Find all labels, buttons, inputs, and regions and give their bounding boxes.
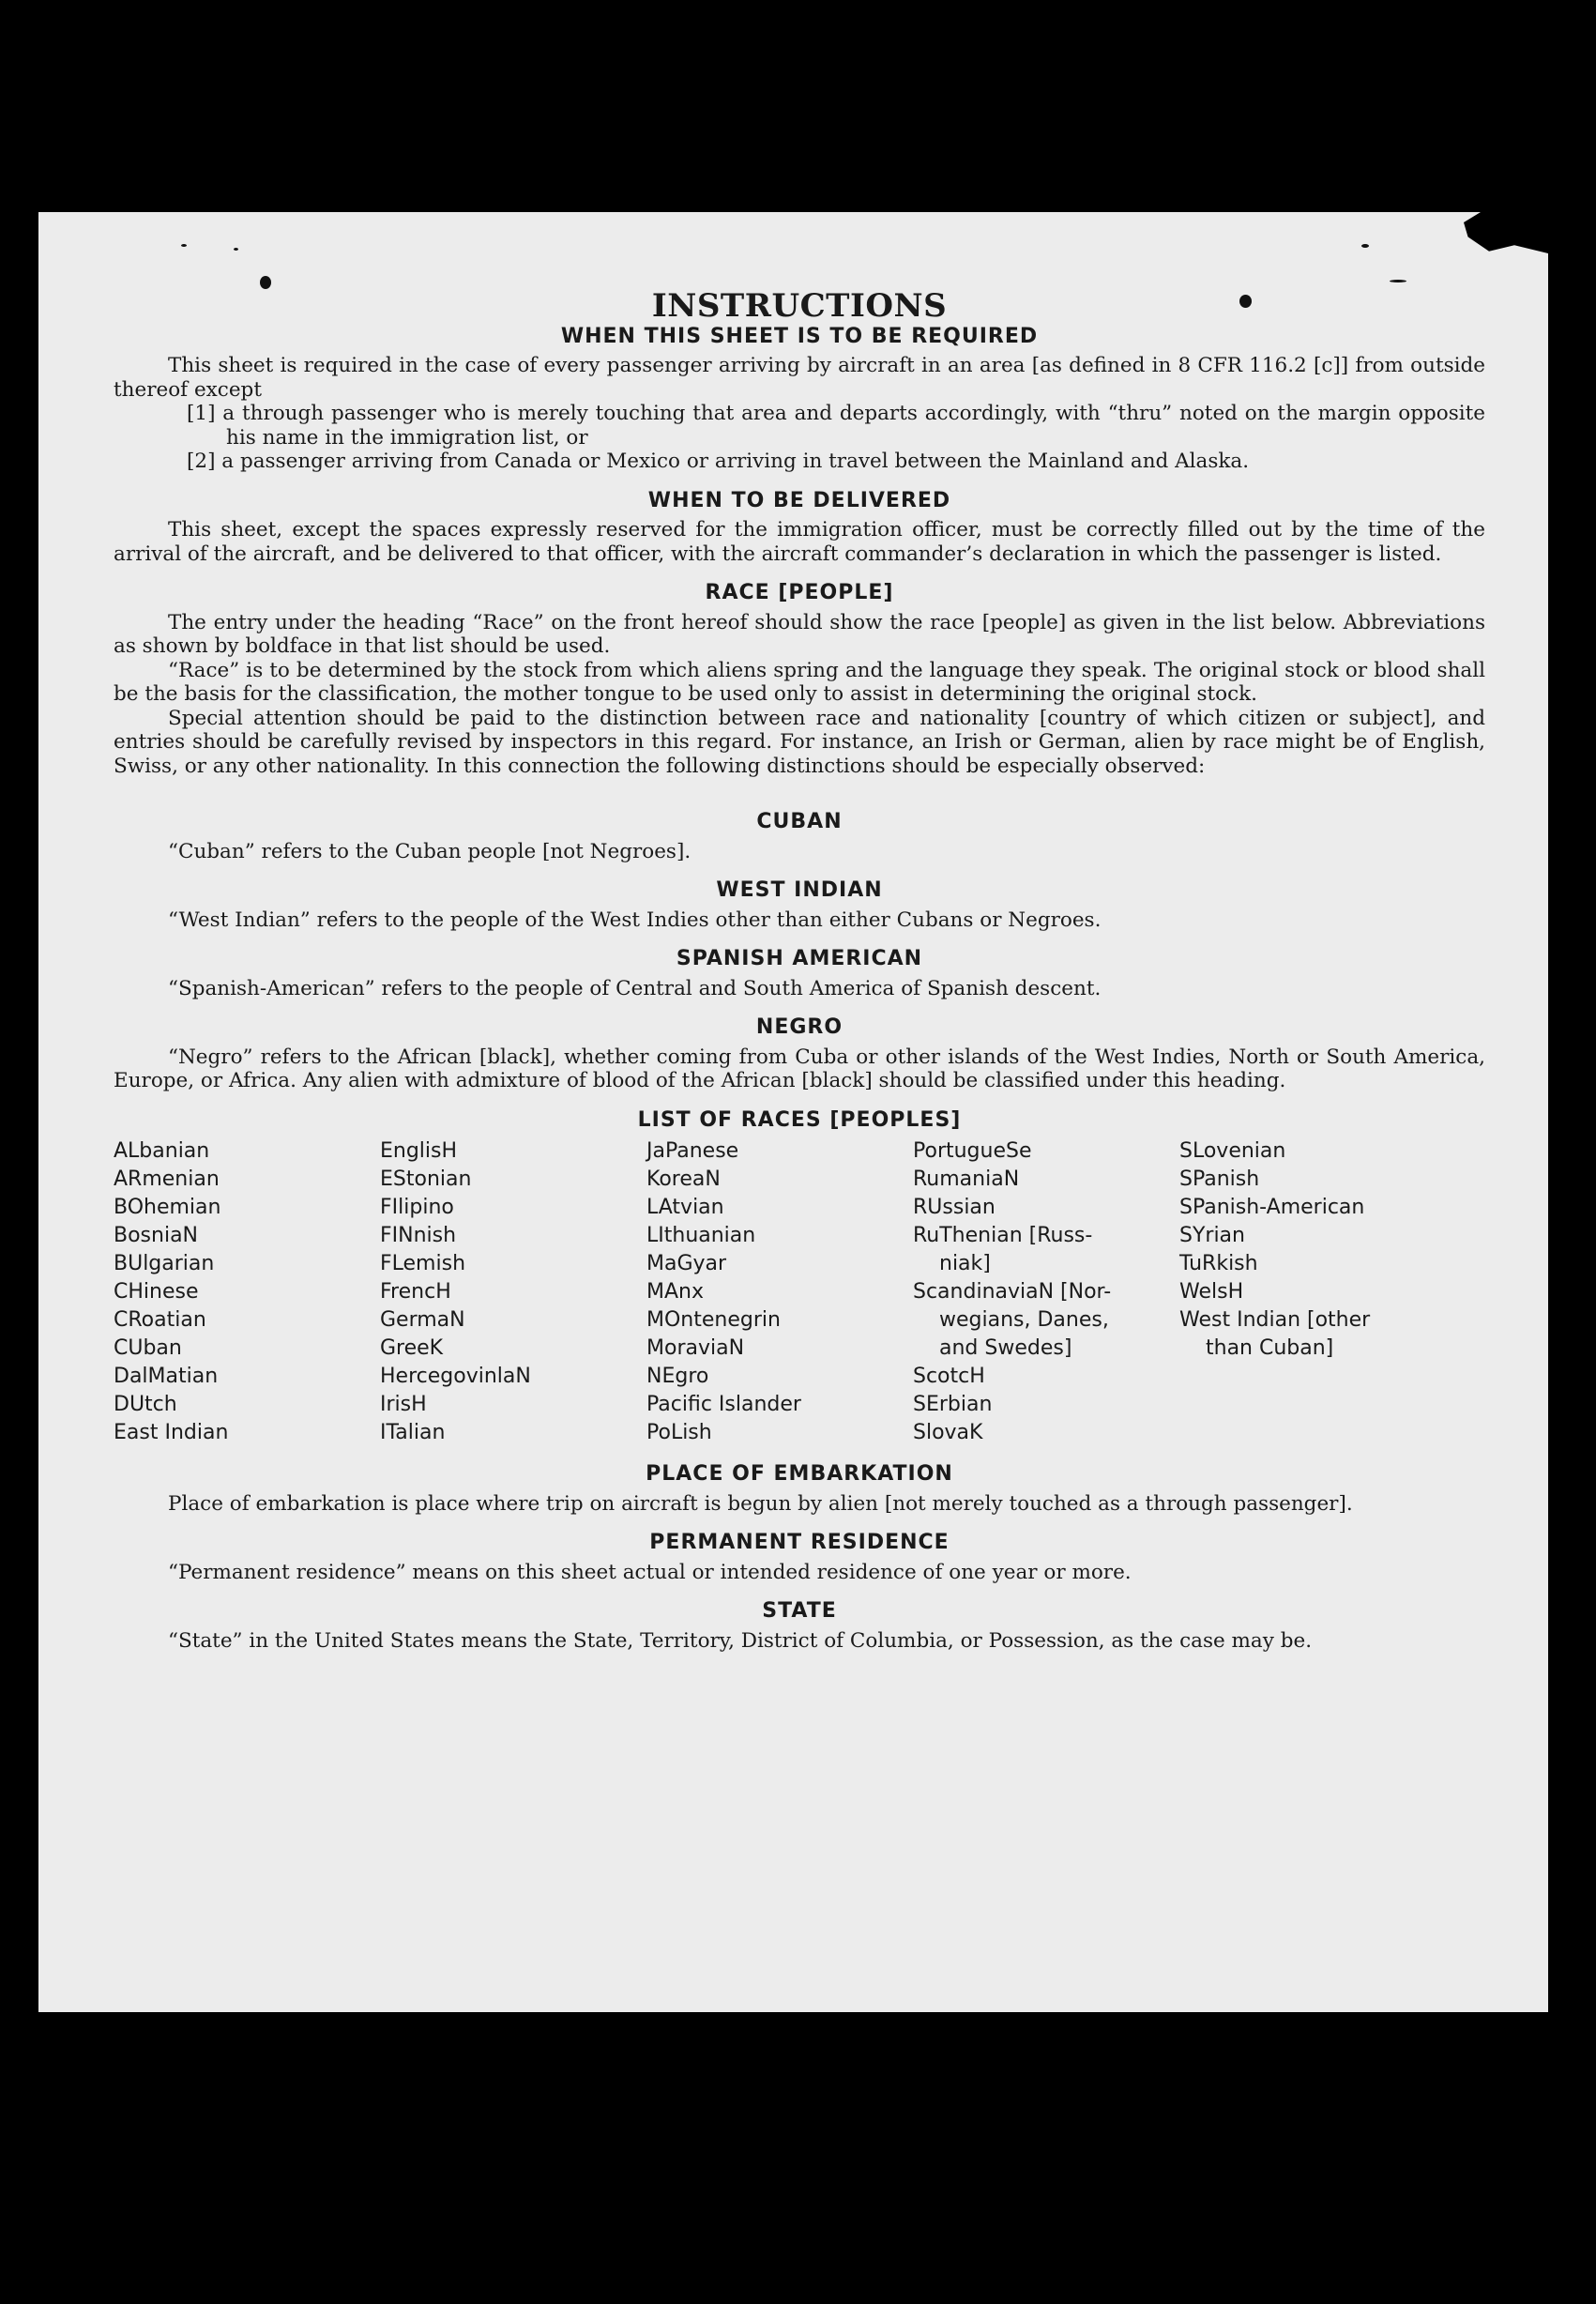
required-item-2: [2] a passenger arriving from Canada or Mexico or arriving in travel between the Mainland and Alaska.	[187, 450, 1250, 473]
race-item: Pacific Islander	[646, 1393, 801, 1416]
race-paragraph-2: “Race” is to be determined by the stock from which aliens spring and the language they speak. The original stock or blood shall be the basis for the classification, the mother tongue to be used only to assist in determining the original stock.	[114, 658, 1485, 706]
race-item: LIthuanian	[646, 1224, 756, 1247]
race-column-1	[114, 1137, 380, 1447]
race-item: BOhemian	[114, 1196, 221, 1219]
race-item: PoLish	[646, 1421, 712, 1444]
race-item: BosniaN	[114, 1224, 199, 1247]
race-item: West Indian [other	[1179, 1308, 1371, 1332]
race-column-4	[913, 1137, 1179, 1447]
race-item: IrisH	[380, 1393, 427, 1416]
race-item: and Swedes]	[939, 1336, 1072, 1360]
race-item: KoreaN	[646, 1167, 721, 1191]
ink-speck	[234, 248, 238, 251]
spanish-american-text: “Spanish-American” refers to the people of Central and South America of Spanish descent.	[168, 976, 1102, 1000]
ink-speck	[181, 244, 187, 247]
race-item: MOntenegrin	[646, 1308, 781, 1332]
race-item: GreeK	[380, 1336, 444, 1360]
race-item: RumaniaN	[913, 1167, 1020, 1191]
race-item: FLemish	[380, 1252, 466, 1275]
race-item: BUlgarian	[114, 1252, 215, 1275]
instructions-content	[114, 287, 1485, 1653]
race-item: MAnx	[646, 1280, 704, 1304]
heading-state: STATE	[762, 1599, 837, 1623]
race-list	[114, 1137, 1485, 1447]
heading-when-delivered: WHEN TO BE DELIVERED	[647, 488, 951, 512]
state-text: “State” in the United States means the State, Territory, District of Columbia, or Possession, as the case may be.	[168, 1628, 1313, 1653]
race-item: ITalian	[380, 1421, 446, 1444]
cuban-text: “Cuban” refers to the Cuban people [not Negroes].	[168, 839, 692, 863]
race-item: EStonian	[380, 1167, 472, 1191]
race-item: MaGyar	[646, 1252, 727, 1275]
race-item: NEgro	[646, 1365, 709, 1388]
race-paragraph-3: Special attention should be paid to the distinction between race and nationality [country of which citizen or subject], and entries should be carefully revised by inspectors in this regard. For instance, an Irish or German, alien by race might be of English, Swiss, or any other nationality. In this connection the following distinctions should be especially observed:	[114, 706, 1485, 778]
delivered-text: This sheet, except the spaces expressly reserved for the immigration officer, must be correctly filled out by the time of the arrival of the aircraft, and be delivered to that officer, with the aircraft commander’s declaration in which the passenger is listed.	[114, 518, 1485, 566]
ink-speck	[260, 276, 271, 289]
race-item: CRoatian	[114, 1308, 206, 1332]
race-item: ARmenian	[114, 1167, 220, 1191]
ink-speck	[1390, 280, 1406, 282]
heading-when-required: WHEN THIS SHEET IS TO BE REQUIRED	[560, 324, 1039, 348]
race-column-5	[1179, 1137, 1461, 1447]
race-item: ScotcH	[913, 1365, 985, 1388]
race-item: WelsH	[1179, 1280, 1244, 1304]
heading-spanish-american: SPANISH AMERICAN	[676, 947, 923, 970]
torn-corner	[1464, 212, 1548, 253]
race-item: CHinese	[114, 1280, 199, 1304]
race-item: SlovaK	[913, 1421, 983, 1444]
race-item: MoraviaN	[646, 1336, 745, 1360]
race-item: RUssian	[913, 1196, 996, 1219]
heading-place-of-embarkation: PLACE OF EMBARKATION	[646, 1462, 953, 1486]
race-item: CUban	[114, 1336, 182, 1360]
residence-text: “Permanent residence” means on this sheet actual or intended residence of one year or more.	[168, 1560, 1132, 1584]
race-item: SErbian	[913, 1393, 993, 1416]
race-item: than Cuban]	[1206, 1336, 1334, 1360]
race-item: SYrian	[1179, 1224, 1245, 1247]
heading-west-indian: WEST INDIAN	[716, 878, 883, 902]
race-item: wegians, Danes,	[939, 1308, 1109, 1332]
document-page	[38, 212, 1548, 2012]
race-item: EnglisH	[380, 1139, 458, 1163]
race-column-3	[646, 1137, 913, 1447]
race-item: SPanish	[1179, 1167, 1260, 1191]
race-item: SLovenian	[1179, 1139, 1286, 1163]
heading-negro: NEGRO	[755, 1015, 844, 1039]
race-item: FIlipino	[380, 1196, 454, 1219]
race-column-2	[380, 1137, 646, 1447]
page-title: INSTRUCTIONS	[651, 287, 948, 325]
race-item: LAtvian	[646, 1196, 724, 1219]
heading-cuban: CUBAN	[756, 810, 843, 833]
race-item: DUtch	[114, 1393, 177, 1416]
heading-race: RACE [PEOPLE]	[705, 581, 894, 604]
required-intro: This sheet is required in the case of every passenger arriving by aircraft in an area [as defined in 8 CFR 116.2 [c]] from outside thereof except	[114, 354, 1485, 402]
race-item: PortugueSe	[913, 1139, 1032, 1163]
race-item: RuThenian [Russ-	[913, 1224, 1093, 1247]
race-item: GermaN	[380, 1308, 465, 1332]
embarkation-text: Place of embarkation is place where trip on aircraft is begun by alien [not merely touched as a through passenger].	[168, 1491, 1353, 1516]
ink-speck	[1361, 244, 1369, 248]
heading-permanent-residence: PERMANENT RESIDENCE	[649, 1531, 950, 1554]
negro-text: “Negro” refers to the African [black], whether coming from Cuba or other islands of the West Indies, North or South America, Europe, or Africa. Any alien with admixture of blood of the African [black] should be classified under this heading.	[114, 1045, 1485, 1092]
race-item: FrencH	[380, 1280, 451, 1304]
race-paragraph-1: The entry under the heading “Race” on the front hereof should show the race [people] as given in the list below. Abbreviations as shown by boldface in that list should be used.	[114, 610, 1485, 658]
race-item: ALbanian	[114, 1139, 210, 1163]
race-item: SPanish-American	[1179, 1196, 1365, 1219]
race-item: ScandinaviaN [Nor-	[913, 1280, 1112, 1304]
race-item: niak]	[939, 1252, 991, 1275]
race-item: TuRkish	[1179, 1252, 1258, 1275]
race-item: HercegovinlaN	[380, 1365, 531, 1388]
required-item-1: [1] a through passenger who is merely touching that area and departs accordingly, with “thru” noted on the margin opposite his name in the immigration list, or	[187, 402, 1485, 450]
race-item: FINnish	[380, 1224, 457, 1247]
race-item: JaPanese	[646, 1139, 739, 1163]
heading-list-of-races: LIST OF RACES [PEOPLES]	[637, 1107, 962, 1132]
race-item: East Indian	[114, 1421, 229, 1444]
race-item: DalMatian	[114, 1365, 219, 1388]
west-indian-text: “West Indian” refers to the people of the West Indies other than either Cubans or Negroes.	[168, 908, 1102, 932]
